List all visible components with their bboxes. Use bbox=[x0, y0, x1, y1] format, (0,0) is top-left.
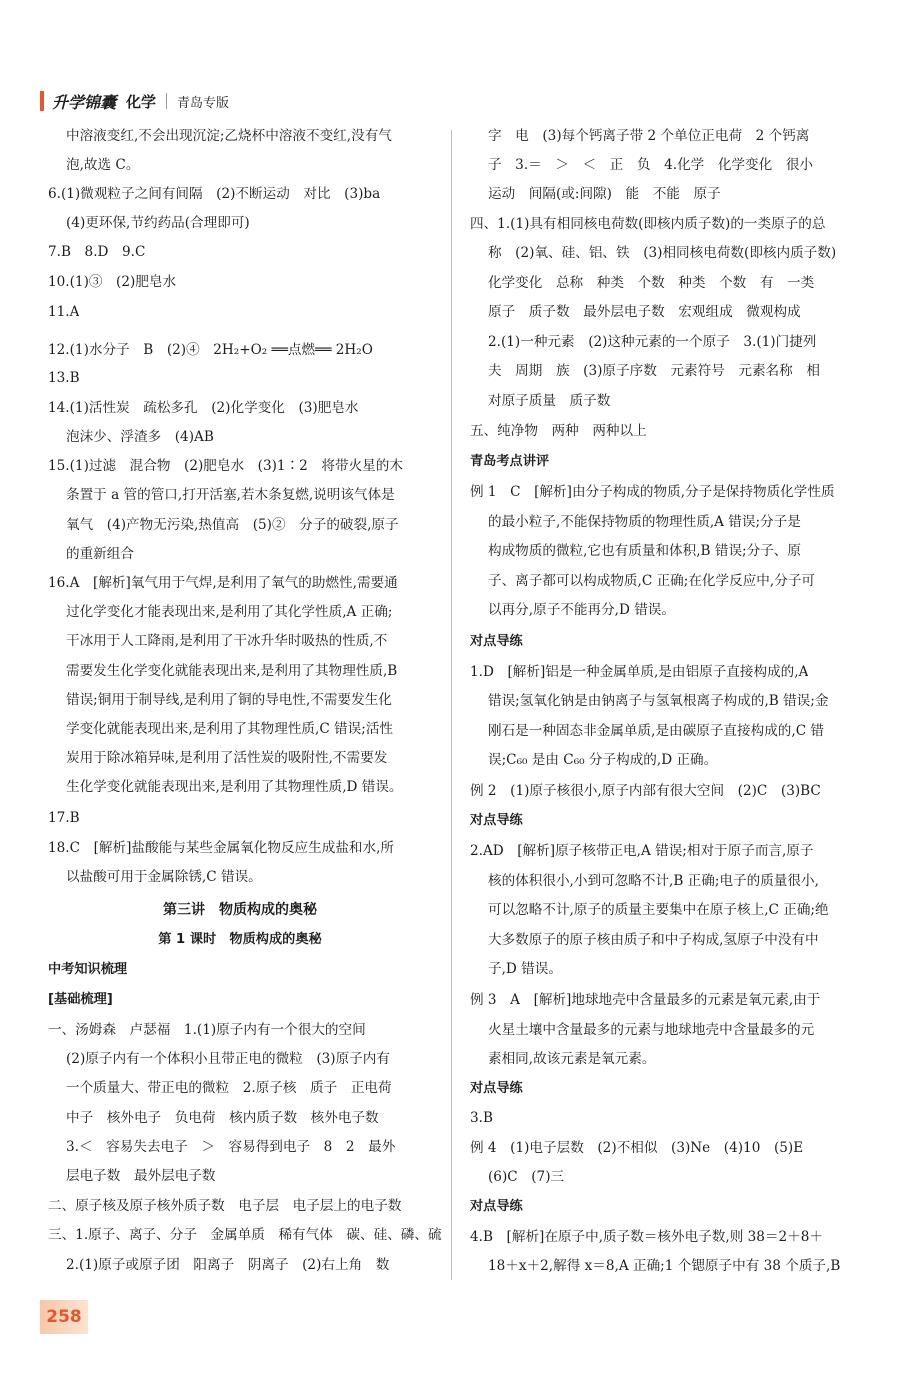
subsection-heading: 对点导练 bbox=[470, 813, 523, 828]
text-line: 6.(1)微观粒子之间有间隔 (2)不断运动 对比 (3)ba bbox=[48, 186, 381, 202]
text-line: 1.D [解析]铝是一种金属单质,是由铝原子直接构成的,A bbox=[470, 664, 809, 680]
text-line: (4)更环保,节约药品(合理即可) bbox=[66, 215, 250, 231]
text-line: 错误;铜用于制导线,是利用了铜的导电性,不需要发生化 bbox=[66, 692, 392, 708]
text-line: 火星土壤中含量最多的元素与地球地壳中含量最多的元 bbox=[488, 1022, 815, 1038]
text-line: 错误;氢氧化钠是由钠离子与氢氧根离子构成的,B 错误;金 bbox=[488, 693, 829, 709]
text-line: 10.(1)③ (2)肥皂水 bbox=[48, 274, 177, 290]
text-line: 运动 间隔(或:间隙) 能 不能 原子 bbox=[488, 186, 721, 202]
subsection-heading: 对点导练 bbox=[470, 1199, 523, 1214]
text-line: 以再分,原子不能再分,D 错误。 bbox=[488, 602, 675, 618]
text-line: (6)C (7)三 bbox=[488, 1169, 565, 1185]
text-line: 2.(1)原子或原子团 阳离子 阴离子 (2)右上角 数 bbox=[66, 1257, 390, 1273]
text-line: 原子 质子数 最外层电子数 宏观组成 微观构成 bbox=[488, 304, 801, 320]
text-line: 16.A [解析]氧气用于气焊,是利用了氧气的助燃性,需要通 bbox=[48, 575, 398, 591]
header-accent-bar bbox=[40, 91, 44, 111]
text-line: 对原子质量 质子数 bbox=[488, 393, 611, 409]
text-line: 以盐酸可用于金属除锈,C 错误。 bbox=[66, 869, 262, 885]
text-line: 13.B bbox=[48, 370, 80, 386]
text-line: 的最小粒子,不能保持物质的物理性质,A 错误;分子是 bbox=[488, 514, 801, 530]
text-line: 7.B 8.D 9.C bbox=[48, 244, 146, 260]
text-line: 层电子数 最外层电子数 bbox=[66, 1168, 216, 1184]
text-line: 例 3 A [解析]地球地壳中含量最多的元素是氧元素,由于 bbox=[470, 992, 821, 1008]
text-line: 可以忽略不计,原子的质量主要集中在原子核上,C 正确;绝 bbox=[488, 902, 829, 918]
subsection-heading: 中考知识梳理 bbox=[48, 962, 128, 977]
text-line: 中子 核外电子 负电荷 核内质子数 核外电子数 bbox=[66, 1110, 379, 1126]
text-line: 18＋x＋2,解得 x＝8,A 正确;1 个锶原子中有 38 个质子,B bbox=[488, 1258, 841, 1274]
edition-label: 青岛专版 bbox=[177, 95, 230, 111]
subsection-heading: [基础梳理] bbox=[48, 992, 113, 1007]
text-line: 例 2 (1)原子核很小,原子内部有很大空间 (2)C (3)BC bbox=[470, 783, 821, 799]
text-line: 干冰用于人工降雨,是利用了干冰升华时吸热的性质,不 bbox=[66, 633, 388, 649]
text-line: 生化学变化就能表现出来,是利用了其物理性质,D 错误。 bbox=[66, 779, 403, 795]
text-line: 四、1.(1)具有相同核电荷数(即核内质子数)的一类原子的总 bbox=[470, 216, 826, 232]
subsection-heading: 对点导练 bbox=[470, 634, 523, 649]
text-line: 泡,故选 C。 bbox=[66, 157, 140, 173]
text-line: 例 4 (1)电子层数 (2)不相似 (3)Ne (4)10 (5)E bbox=[470, 1140, 804, 1156]
subject-label: 化学 bbox=[126, 92, 157, 111]
text-line: 一个质量大、带正电的微粒 2.原子核 质子 正电荷 bbox=[66, 1080, 392, 1096]
text-line: 刚石是一种固态非金属单质,是由碳原子直接构成的,C 错 bbox=[488, 723, 825, 739]
series-title: 升学锦囊 bbox=[52, 92, 117, 112]
text-line: 三、1.原子、离子、分子 金属单质 稀有气体 碳、硅、磷、硫 bbox=[48, 1227, 442, 1243]
text-line: 3.＜ 容易失去电子 ＞ 容易得到电子 8 2 最外 bbox=[66, 1139, 396, 1155]
text-line: 学变化就能表现出来,是利用了其物理性质,C 错误;活性 bbox=[66, 721, 394, 737]
text-line: 的重新组合 bbox=[66, 546, 134, 562]
text-line: 条置于 a 管的管口,打开活塞,若木条复燃,说明该气体是 bbox=[66, 487, 395, 503]
text-line: 2.AD [解析]原子核带正电,A 错误;相对于原子而言,原子 bbox=[470, 843, 814, 859]
text-line: 误;C₆₀ 是由 C₆₀ 分子构成的,D 正确。 bbox=[488, 752, 718, 768]
text-line: 14.(1)活性炭 疏松多孔 (2)化学变化 (3)肥皂水 bbox=[48, 400, 359, 416]
lesson-title: 第 1 课时 物质构成的奥秘 bbox=[158, 932, 322, 947]
text-line: 18.C [解析]盐酸能与某些金属氧化物反应生成盐和水,所 bbox=[48, 840, 395, 856]
text-line: 泡沫少、浮渣多 (4)AB bbox=[66, 429, 214, 445]
text-line: 15.(1)过滤 混合物 (2)肥皂水 (3)1∶2 将带火星的木 bbox=[48, 458, 403, 474]
page-number: 258 bbox=[40, 1300, 88, 1334]
text-line: 一、汤姆森 卢瑟福 1.(1)原子内有一个很大的空间 bbox=[48, 1022, 366, 1038]
text-line: 过化学变化才能表现出来,是利用了其化学性质,A 正确; bbox=[66, 604, 393, 620]
text-line: 字 电 (3)每个钙离子带 2 个单位正电荷 2 个钙离 bbox=[488, 128, 810, 144]
header-separator bbox=[166, 93, 167, 109]
text-line: 4.B [解析]在原子中,质子数＝核外电子数,则 38＝2＋8＋ bbox=[470, 1229, 823, 1245]
equation-line: 12.(1)水分子 B (2)④ 2H₂+O₂ ══点燃══ 2H₂O bbox=[48, 342, 373, 358]
column-divider bbox=[451, 130, 452, 1280]
subsection-heading: 青岛考点讲评 bbox=[470, 454, 550, 469]
text-line: 构成物质的微粒,它也有质量和体积,B 错误;分子、原 bbox=[488, 543, 801, 559]
text-line: 大多数原子的原子核由质子和中子构成,氢原子中没有中 bbox=[488, 932, 819, 948]
text-line: 中溶液变红,不会出现沉淀;乙烧杯中溶液不变红,没有气 bbox=[66, 128, 392, 144]
subsection-heading: 对点导练 bbox=[470, 1081, 523, 1096]
text-line: 二、原子核及原子核外质子数 电子层 电子层上的电子数 bbox=[48, 1198, 402, 1214]
text-line: 素相同,故该元素是氧元素。 bbox=[488, 1051, 656, 1067]
text-line: 子,D 错误。 bbox=[488, 961, 562, 977]
text-line: 子、离子都可以构成物质,C 正确;在化学反应中,分子可 bbox=[488, 573, 816, 589]
section-title: 第三讲 物质构成的奥秘 bbox=[163, 902, 317, 918]
text-line: 核的体积很小,小到可忽略不计,B 正确;电子的质量很小, bbox=[488, 873, 819, 889]
text-line: 氧气 (4)产物无污染,热值高 (5)② 分子的破裂,原子 bbox=[66, 517, 399, 533]
running-header bbox=[40, 88, 229, 114]
text-line: 17.B bbox=[48, 810, 80, 826]
text-line: 炭用于除冰箱异味,是利用了活性炭的吸附性,不需要发 bbox=[66, 750, 388, 766]
text-line: 五、纯净物 两种 两种以上 bbox=[470, 423, 647, 439]
text-line: 例 1 C [解析]由分子构成的物质,分子是保持物质化学性质 bbox=[470, 484, 835, 500]
text-line: 称 (2)氧、硅、铝、铁 (3)相同核电荷数(即核内质子数) bbox=[488, 245, 837, 261]
text-line: 需要发生化学变化就能表现出来,是利用了其物理性质,B bbox=[66, 663, 398, 679]
text-line: 11.A bbox=[48, 304, 80, 320]
text-line: (2)原子内有一个体积小且带正电的微粒 (3)原子内有 bbox=[66, 1051, 390, 1067]
text-line: 2.(1)一种元素 (2)这种元素的一个原子 3.(1)门捷列 bbox=[488, 334, 817, 350]
text-line: 夫 周期 族 (3)原子序数 元素符号 元素名称 相 bbox=[488, 363, 820, 379]
text-line: 化学变化 总称 种类 个数 种类 个数 有 一类 bbox=[488, 275, 815, 291]
text-line: 3.B bbox=[470, 1110, 493, 1126]
text-line: 子 3.＝ ＞ ＜ 正 负 4.化学 化学变化 很小 bbox=[488, 157, 814, 173]
